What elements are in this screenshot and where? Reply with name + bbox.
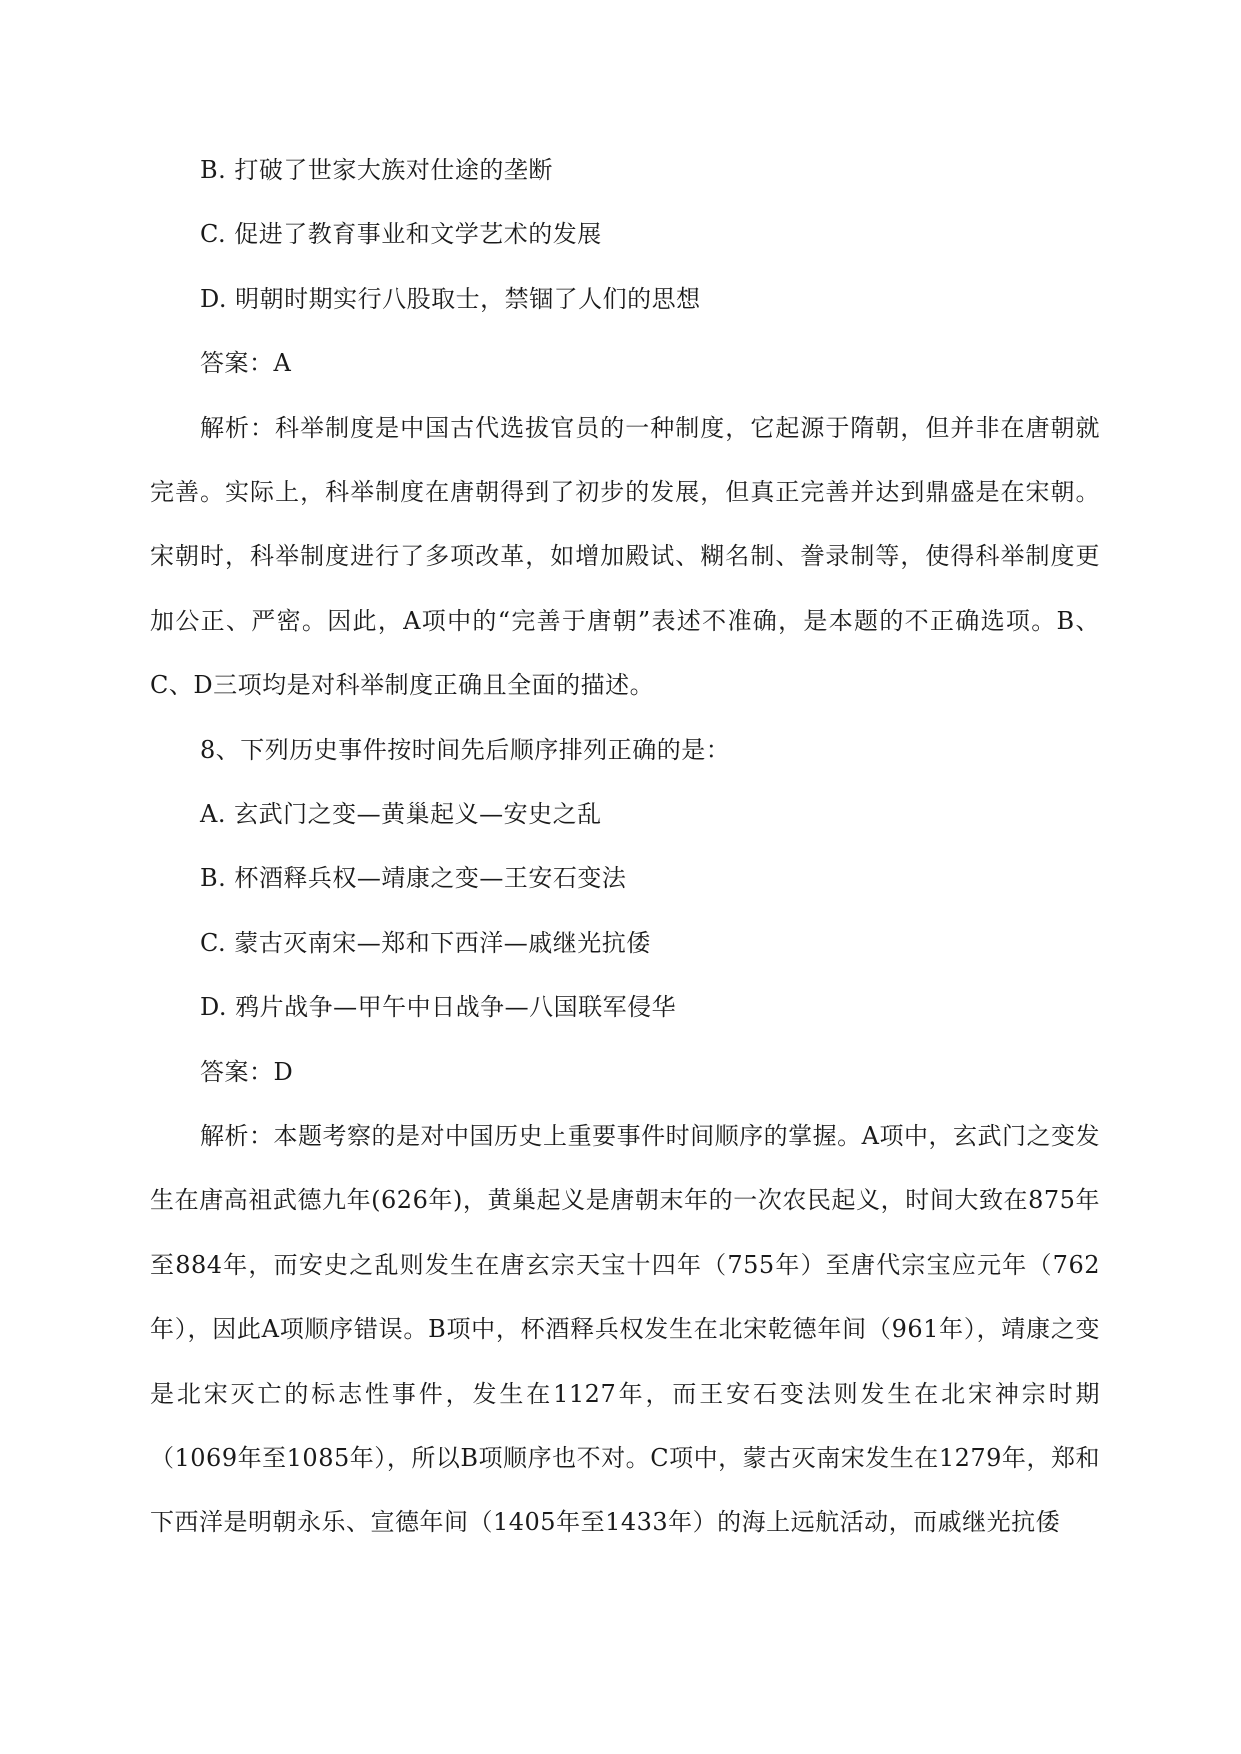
q8-answer: 答案：D bbox=[200, 1057, 294, 1086]
q7-answer: 答案：A bbox=[200, 349, 292, 378]
document-body bbox=[150, 138, 1100, 1555]
q8-question: 8、下列历史事件按时间先后顺序排列正确的是： bbox=[200, 735, 731, 764]
q8-option-c: C. 蒙古灭南宋—郑和下西洋—戚继光抗倭 bbox=[200, 928, 651, 957]
q7-option-d: D. 明朝时期实行八股取士，禁锢了人们的思想 bbox=[200, 284, 701, 313]
q8-analysis: 解析：本题考察的是对中国历史上重要事件时间顺序的掌握。A项中，玄武门之变发生在唐高祖武德九年(626年)，黄巢起义是唐朝末年的一次农民起义，时间大致在875年至884年，而安史之乱则发生在唐玄宗天宝十四年（755年）至唐代宗宝应元年（762年），因此A项顺序错误。B项中，杯酒释兵权发生在北宋乾德年间（961年），靖康之变是北宋灭亡的标志性事件，发生在1127年，而王安石变法则发生在北宋神宗时期（1069年至1085年），所以B项顺序也不对。C项中，蒙古灭南宋发生在1279年，郑和下西洋是明朝永乐、宣德年间（1405年至1433年）的海上远航活动，而戚继光抗倭 bbox=[150, 1121, 1100, 1537]
q8-option-d: D. 鸦片战争—甲午中日战争—八国联军侵华 bbox=[200, 993, 677, 1022]
q8-option-a: A. 玄武门之变—黄巢起义—安史之乱 bbox=[200, 799, 602, 828]
q7-option-b: B. 打破了世家大族对仕途的垄断 bbox=[200, 156, 553, 184]
q7-analysis: 解析：科举制度是中国古代选拔官员的一种制度，它起源于隋朝，但并非在唐朝就完善。实际上，科举制度在唐朝得到了初步的发展，但真正完善并达到鼎盛是在宋朝。宋朝时，科举制度进行了多项改革，如增加殿试、糊名制、誊录制等，使得科举制度更加公正、严密。因此，A项中的“完善于唐朝”表述不准确，是本题的不正确选项。B、C、D三项均是对科举制度正确且全面的描述。 bbox=[150, 413, 1100, 700]
q7-option-c: C. 促进了教育事业和文学艺术的发展 bbox=[200, 220, 602, 249]
q8-option-b: B. 杯酒释兵权—靖康之变—王安石变法 bbox=[200, 864, 627, 893]
